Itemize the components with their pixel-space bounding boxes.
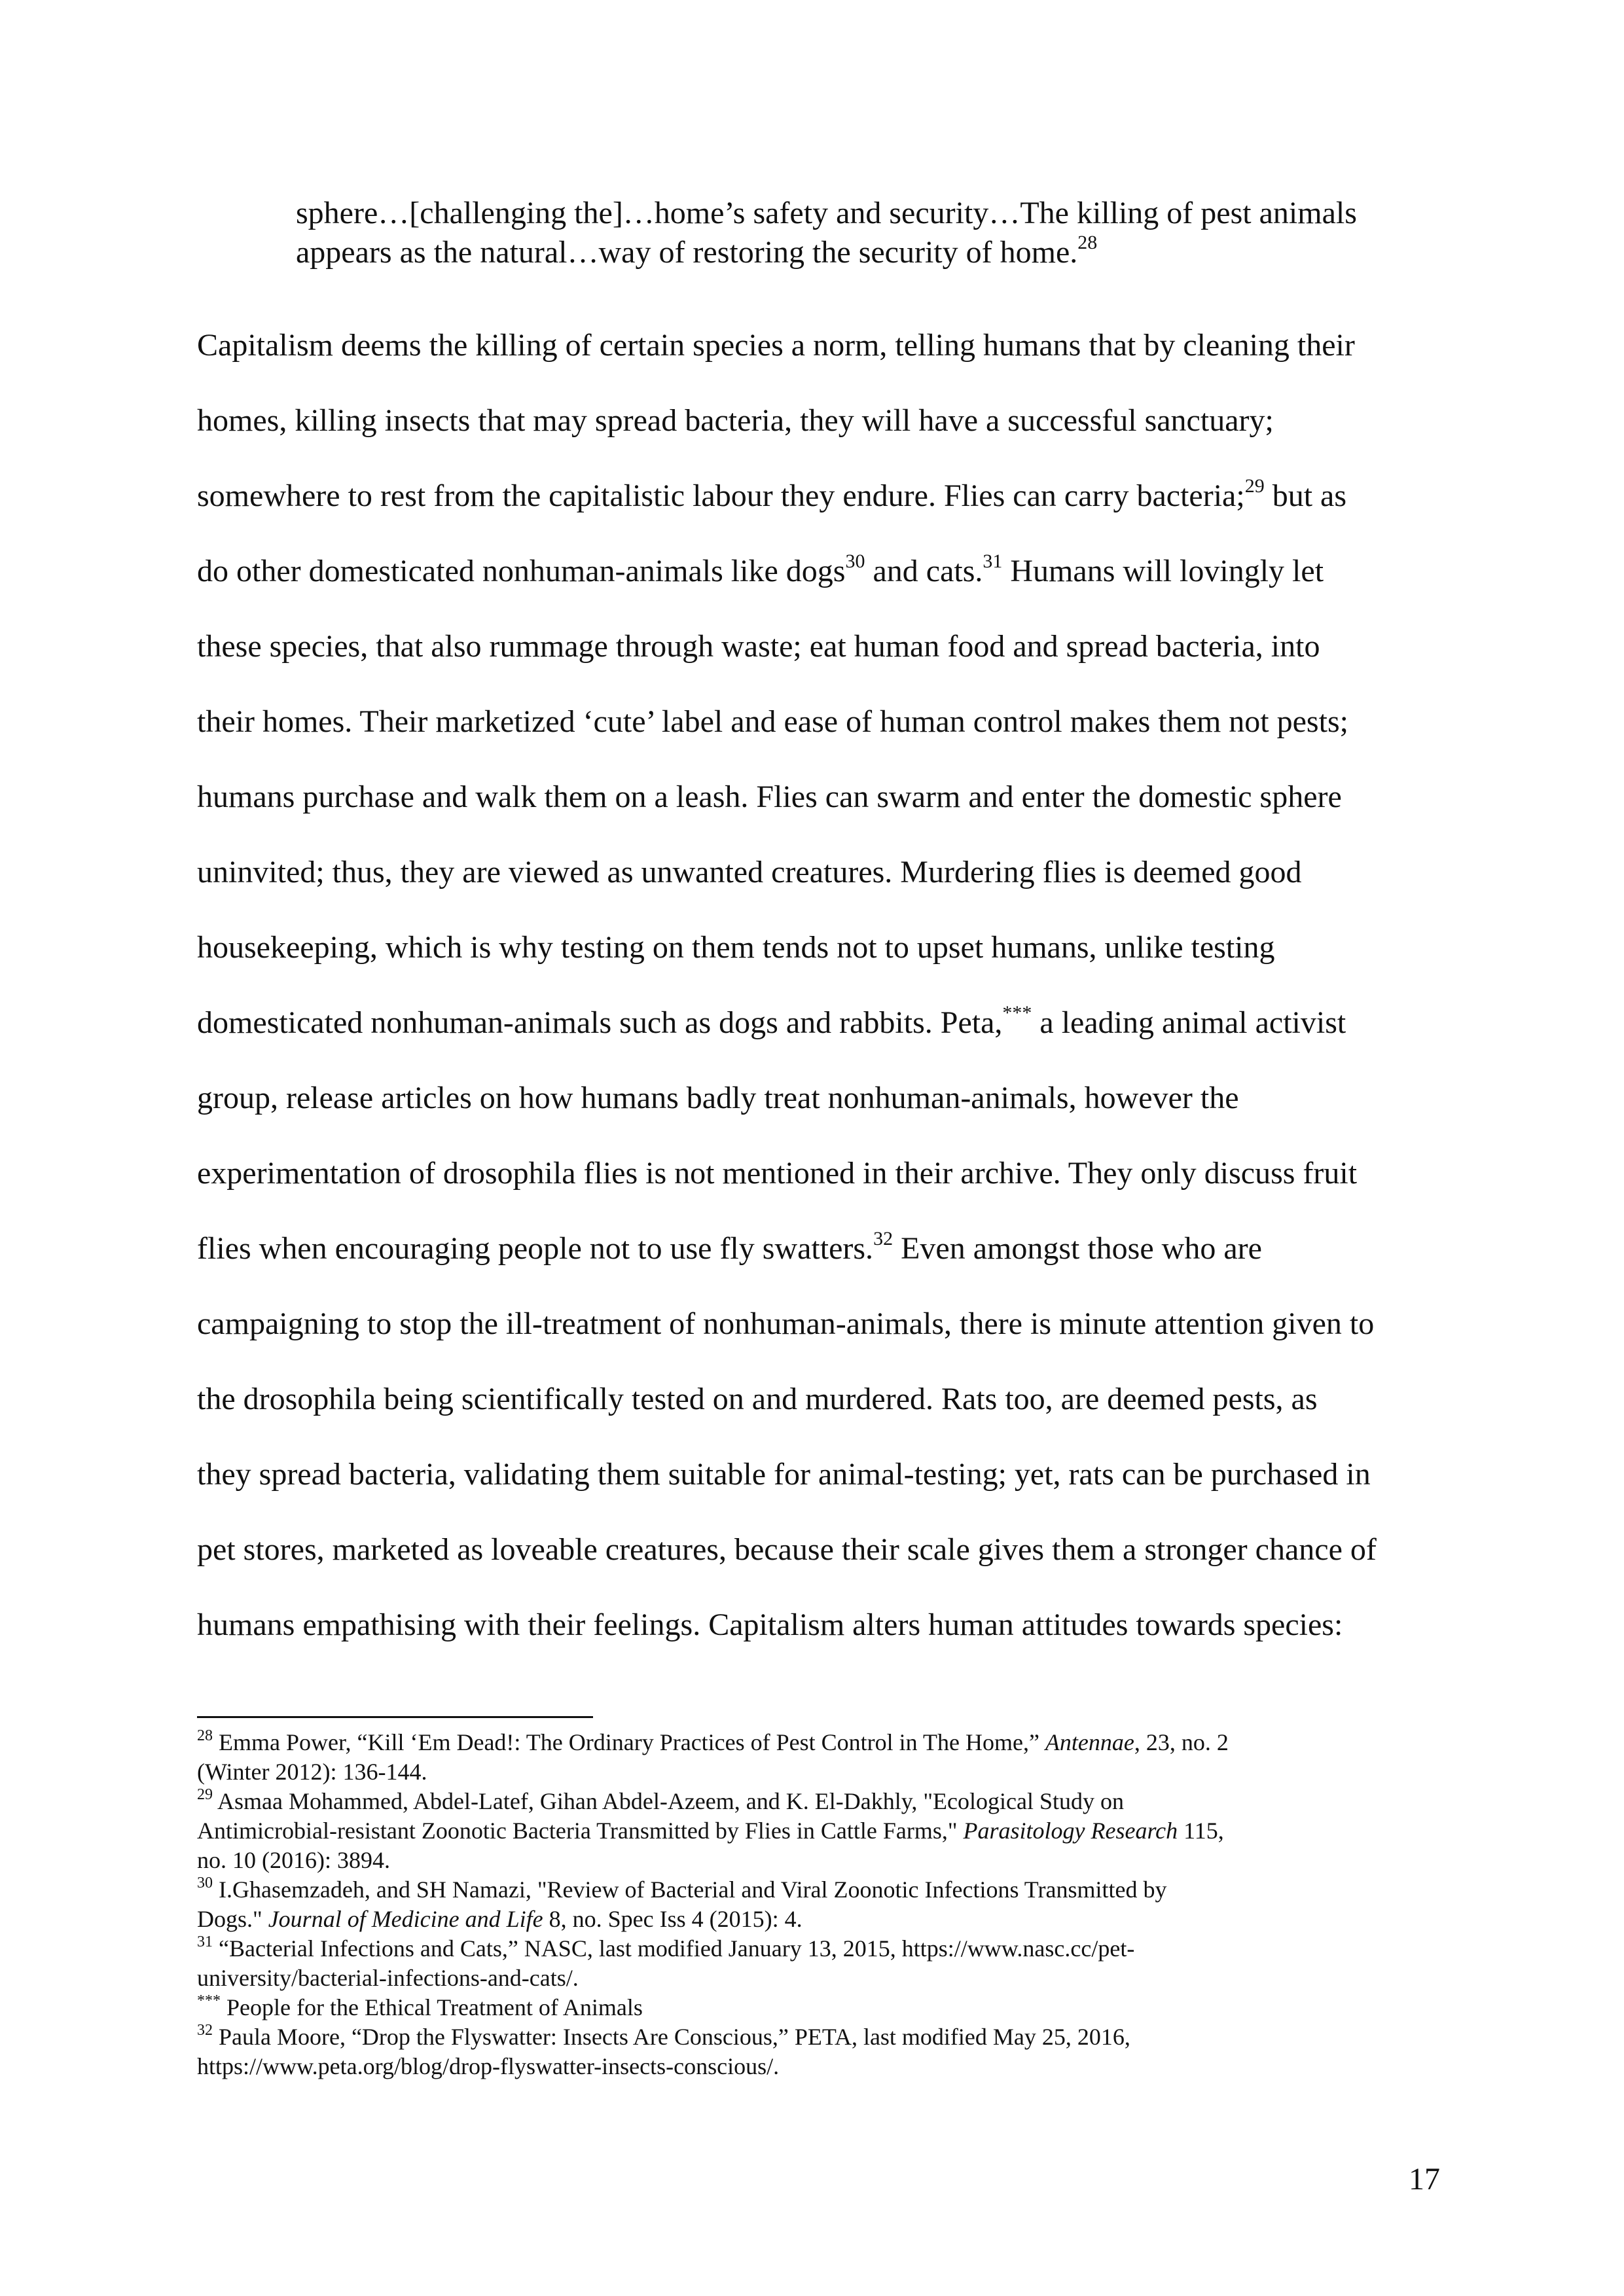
footnote-star: *** People for the Ethical Treatment of Animals bbox=[197, 1992, 643, 2020]
footnote-ref-32[interactable]: 32 bbox=[873, 1228, 893, 1249]
footnote-29-cont: no. 10 (2016): 3894. bbox=[197, 1847, 390, 1873]
body-line: group, release articles on how humans badly treat nonhuman-animals, however the bbox=[197, 1081, 1239, 1115]
body-line: their homes. Their marketized ‘cute’ label and ease of human control makes them not pests; bbox=[197, 704, 1348, 739]
body-line: somewhere to rest from the capitalistic labour they endure. Flies can carry bacteria;$^{29}$ but as bbox=[197, 475, 1347, 513]
body-line: do other domesticated nonhuman-animals like dogs$^{30}$ and cats.$^{31}$ Humans will lovingly let bbox=[197, 550, 1324, 588]
footnotes bbox=[197, 1728, 1441, 2081]
body-line: domesticated nonhuman-animals such as dogs and rabbits. Peta,*** a leading animal activist bbox=[197, 1002, 1346, 1040]
footnote-ref-31[interactable]: 31 bbox=[983, 550, 1003, 572]
page-number: 17 bbox=[1409, 2162, 1440, 2197]
body-line: humans empathising with their feelings. Capitalism alters human attitudes towards species: bbox=[197, 1607, 1343, 1642]
footnote-ref-star[interactable]: *** bbox=[1002, 1002, 1032, 1024]
body-line: they spread bacteria, validating them suitable for animal-testing; yet, rats can be purchased in bbox=[197, 1457, 1371, 1492]
footnote-30: $^{30}$ I.Ghasemzadeh, and SH Namazi, "Review of Bacterial and Viral Zoonotic Infections Transmitted by bbox=[197, 1874, 1167, 1903]
body-line: uninvited; thus, they are viewed as unwanted creatures. Murdering flies is deemed good bbox=[197, 855, 1302, 889]
body-line: humans purchase and walk them on a leash. Flies can swarm and enter the domestic sphere bbox=[197, 780, 1342, 814]
body-line: experimentation of drosophila flies is not mentioned in their archive. They only discuss fruit bbox=[197, 1156, 1358, 1191]
footnote-31-link[interactable]: “Bacterial Infections and Cats,” NASC, last modified January 13, 2015, https://www.nasc.cc/pet- bbox=[213, 1935, 1135, 1962]
footnote-29: $^{29}$ Asmaa Mohammed, Abdel-Latef, Gihan Abdel-Azeem, and K. El-Dakhly, "Ecological Study on bbox=[197, 1786, 1125, 1814]
block-quote bbox=[296, 194, 1422, 272]
footnote-ref-28[interactable]: 28 bbox=[1077, 232, 1098, 253]
footnote-32: $^{32}$ Paula Moore, “Drop the Flyswatter: Insects Are Conscious,” PETA, last modified May 25, 2016, bbox=[197, 2022, 1130, 2050]
footnote-28-cont: (Winter 2012): 136-144. bbox=[197, 1759, 427, 1785]
footnote-29-cont: Antimicrobial-resistant Zoonotic Bacteria Transmitted by Flies in Cattle Farms," Parasitology Research 115, bbox=[197, 1818, 1224, 1844]
body-line: the drosophila being scientifically tested on and murdered. Rats too, are deemed pests, as bbox=[197, 1382, 1318, 1416]
body-line: housekeeping, which is why testing on them tends not to upset humans, unlike testing bbox=[197, 930, 1275, 965]
footnote-30-cont: Dogs." Journal of Medicine and Life 8, no. Spec Iss 4 (2015): 4. bbox=[197, 1906, 803, 1932]
body-line: Capitalism deems the killing of certain species a norm, telling humans that by cleaning their bbox=[197, 328, 1355, 363]
footnote-28: $^{28}$ Emma Power, “Kill ‘Em Dead!: The Ordinary Practices of Pest Control in The Home,” Antennae, 23, no. 2 bbox=[197, 1727, 1229, 1755]
footnote-32-link[interactable]: https://www.peta.org/blog/drop-flyswatter-insects-conscious/. bbox=[197, 2053, 780, 2079]
quote-line-2: appears as the natural…way of restoring the security of home.$^{28}$ bbox=[296, 232, 1098, 270]
footnote-ref-29[interactable]: 29 bbox=[1244, 475, 1265, 497]
body-line: flies when encouraging people not to use fly swatters.$^{32}$ Even amongst those who are bbox=[197, 1228, 1262, 1266]
quote-line-1: sphere…[challenging the]…home’s safety and security…The killing of pest animals bbox=[296, 196, 1357, 230]
footnote-ref-30[interactable]: 30 bbox=[845, 550, 865, 572]
body-line: campaigning to stop the ill-treatment of nonhuman-animals, there is minute attention given to bbox=[197, 1306, 1375, 1341]
body-paragraph bbox=[197, 308, 1441, 1662]
body-line: homes, killing insects that may spread bacteria, they will have a successful sanctuary; bbox=[197, 403, 1274, 438]
body-line: these species, that also rummage through waste; eat human food and spread bacteria, into bbox=[197, 629, 1320, 664]
body-line: pet stores, marketed as loveable creatures, because their scale gives them a stronger chance of bbox=[197, 1532, 1377, 1567]
footnote-31: $^{31}$ “Bacterial Infections and Cats,” NASC, last modified January 13, 2015, https://www.nasc.cc/pet- bbox=[197, 1933, 1135, 1962]
footnote-31-cont[interactable]: university/bacterial-infections-and-cats/. bbox=[197, 1965, 579, 1991]
footnote-separator bbox=[197, 1716, 593, 1718]
